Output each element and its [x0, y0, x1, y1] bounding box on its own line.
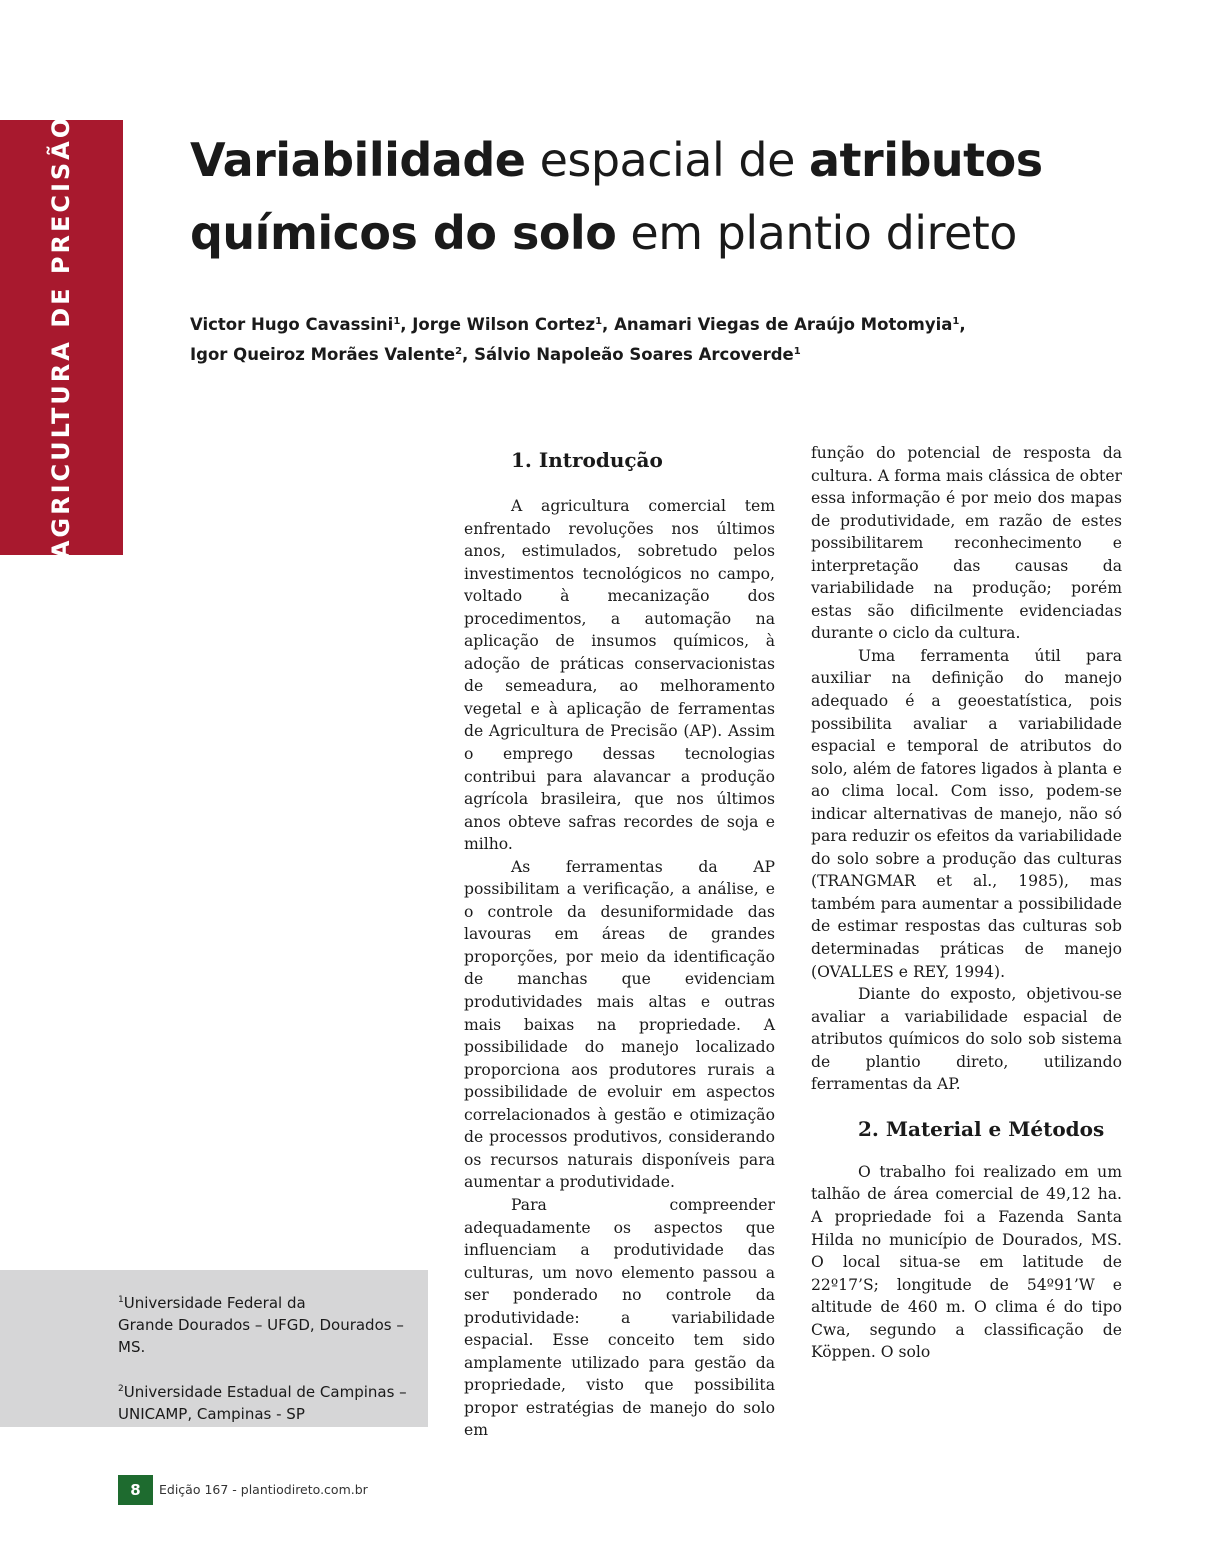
author-list [190, 310, 1010, 370]
section-heading-methods: 2. Material e Métodos [858, 1116, 1105, 1141]
title-bold-1: Variabilidade [190, 133, 526, 187]
author-name: Sálvio Napoleão Soares Arcoverde [474, 345, 794, 364]
title-text-2: em plantio direto [616, 206, 1017, 260]
text-column-left [464, 442, 775, 1442]
affiliation-number: 1 [118, 1295, 124, 1305]
author-affil-mark: 1 [393, 316, 401, 327]
article-title [190, 124, 1150, 270]
author-affil-mark: 2 [455, 346, 463, 357]
author-separator: , [959, 315, 966, 334]
section-heading-introduction: 1. Introdução [511, 448, 663, 472]
affiliation-line: Universidade Estadual de Campinas – [123, 1383, 407, 1401]
author-separator: , [462, 345, 475, 364]
affiliation-item [118, 1292, 428, 1358]
paragraph: Uma ferramenta útil para auxiliar na definição do manejo adequado é a geoestatística, pois possibilita avaliar a variabilidade espacial e temporal de atributos do solo, além de fatores ligados à planta e ao clima local. Com isso, podem-se indicar alternativas de manejo, não só para reduzir os efeitos da variabilidade do solo sobre a produção das culturas (TRANGMAR et al., 1985), mas também para aumentar a possibilidade de estimar respostas das culturas sob determinadas práticas de manejo (OVALLES e REY, 1994). [811, 646, 1122, 981]
paragraph-continued: função do potencial de resposta da cultura. A forma mais clássica de obter essa informação é por meio dos mapas de produtividade, em razão de estes possibilitarem reconhecimento e interpretação das causas da variabilidade na produção; porém estas são dificilmente evidenciadas durante o ciclo da cultura. [811, 444, 1122, 643]
paragraph: A agricultura comercial tem enfrentado revoluções nos últimos anos, estimulados, sobretudo pelos investimentos tecnológicos no campo, voltado à mecanização dos procedimentos, a automação na aplicação de insumos químicos, à adoção de práticas conservacionistas de semeadura, ao melhoramento vegetal e à aplicação de ferramentas de Agricultura de Precisão (AP). Assim o emprego dessas tecnologias contribui para alavancar a produção agrícola brasileira, que nos últimos anos obteve safras recordes de soja e milho. [464, 497, 775, 854]
text-column-right [811, 442, 1122, 1364]
page-number: 8 [118, 1475, 153, 1505]
affiliation-line: Grande Dourados – UFGD, Dourados – MS. [118, 1316, 404, 1356]
author-name: Jorge Wilson Cortez [412, 315, 596, 334]
author-name: Anamari Viegas de Araújo Motomyia [614, 315, 953, 334]
paragraph: O trabalho foi realizado em um talhão de área comercial de 49,12 ha. A propriedade foi a Fazenda Santa Hilda no município de Dourados, MS. O local situa-se em latitude de 22º17’S; longitude de 54º91’W e altitude de 460 m. O clima é do tipo Cwa, segundo a classificação de Köppen. O solo [811, 1162, 1122, 1362]
affiliation-line: Universidade Federal da [123, 1294, 306, 1312]
section-label: AGRICULTURA DE PRECISÃO [47, 114, 75, 560]
author-name: Victor Hugo Cavassini [190, 315, 394, 334]
author-separator: , [602, 315, 615, 334]
affiliation-line: UNICAMP, Campinas - SP [118, 1405, 305, 1423]
author-affil-mark: 1 [595, 316, 603, 327]
affiliation-number: 2 [118, 1384, 124, 1394]
author-affil-mark: 1 [793, 346, 801, 357]
author-name: Igor Queiroz Morães Valente [190, 345, 456, 364]
paragraph: Para compreender adequadamente os aspectos que influenciam a produtividade das culturas, um novo elemento passou a ser ponderado no controle da produtividade: a variabilidade espacial. Esse conceito tem sido amplamente utilizado para gestão da propriedade, visto que possibilita propor estratégias de manejo do solo em [464, 1195, 775, 1440]
affiliation-item [118, 1381, 428, 1425]
title-bold-2: atributos químicos do solo [190, 133, 1043, 260]
author-separator: , [400, 315, 413, 334]
author-affil-mark: 1 [952, 316, 960, 327]
affiliations-box [0, 1270, 428, 1427]
paragraph: As ferramentas da AP possibilitam a verificação, a análise, e o controle da desuniformidade das lavouras em áreas de grandes proporções, por meio da identificação de manchas que evidenciam produtividades mais altas e outras mais baixas na propriedade. A possibilidade do manejo localizado proporciona aos produtores rurais a possibilidade de evoluir em aspectos correlacionados à gestão e otimização de processos produtivos, considerando os recursos naturais disponíveis para aumentar a produtividade. [464, 857, 775, 1192]
title-text-1: espacial de [525, 133, 810, 187]
paragraph: Diante do exposto, objetivou-se avaliar a variabilidade espacial de atributos químicos do solo sob sistema de plantio direto, utilizando ferramentas da AP. [811, 985, 1122, 1094]
footer-edition: Edição 167 - plantiodireto.com.br [159, 1482, 368, 1497]
